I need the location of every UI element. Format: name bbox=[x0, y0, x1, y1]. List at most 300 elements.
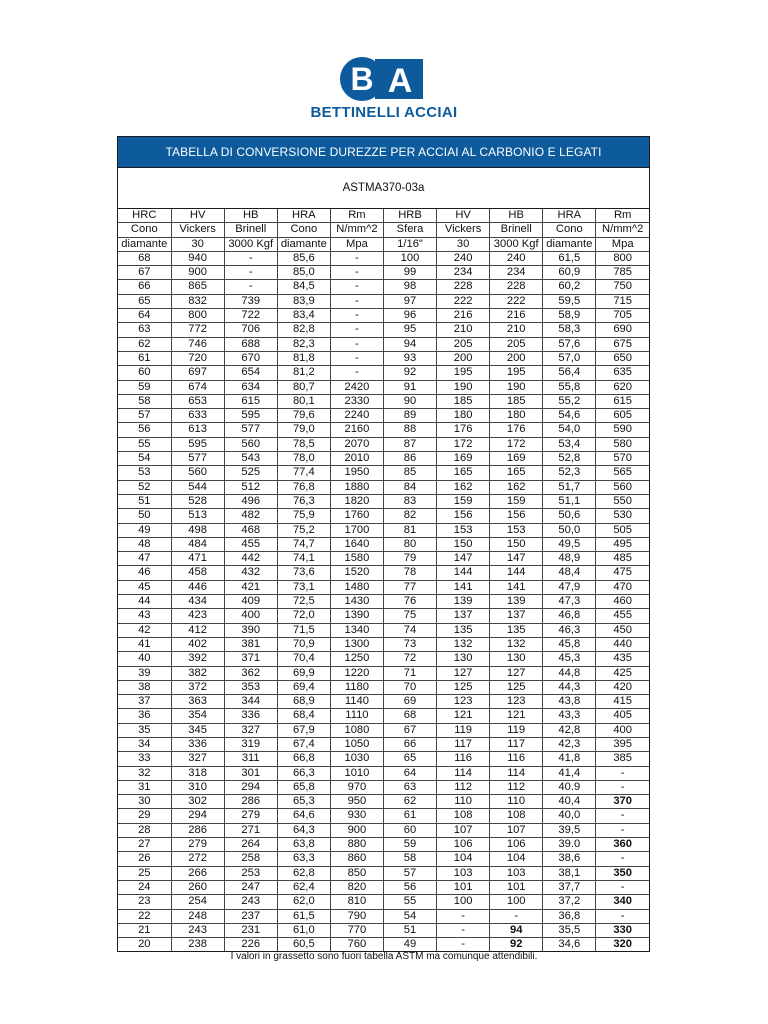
table-cell: 395 bbox=[596, 737, 649, 751]
table-cell: 79,6 bbox=[277, 409, 330, 423]
table-cell: 45,8 bbox=[543, 637, 596, 651]
table-row bbox=[118, 480, 649, 494]
table-cell: 327 bbox=[224, 723, 277, 737]
table-cell: 950 bbox=[330, 795, 383, 809]
table-cell: 41 bbox=[118, 637, 171, 651]
table-cell: 505 bbox=[596, 523, 649, 537]
table-cell: 46,3 bbox=[543, 623, 596, 637]
table-cell: 85 bbox=[383, 466, 436, 480]
table-cell: 84 bbox=[383, 480, 436, 494]
table-cell: 412 bbox=[171, 623, 224, 637]
table-cell: 125 bbox=[437, 680, 490, 694]
table-cell: 57 bbox=[383, 866, 436, 880]
table-cell: 195 bbox=[437, 366, 490, 380]
table-cell: 722 bbox=[224, 309, 277, 323]
table-cell: 55,2 bbox=[543, 394, 596, 408]
table-cell: 254 bbox=[171, 895, 224, 909]
column-header: 3000 Kgf bbox=[490, 237, 543, 251]
table-cell: 180 bbox=[437, 409, 490, 423]
table-cell: 74,1 bbox=[277, 552, 330, 566]
table-cell: 78,5 bbox=[277, 437, 330, 451]
standard-label: ASTMA370-03a bbox=[118, 168, 649, 209]
table-row bbox=[118, 752, 649, 766]
table-cell: 150 bbox=[490, 537, 543, 551]
table-cell: 92 bbox=[383, 366, 436, 380]
table-cell: 82,8 bbox=[277, 323, 330, 337]
table-cell: 95 bbox=[383, 323, 436, 337]
table-cell: 67,4 bbox=[277, 737, 330, 751]
table-cell: 54 bbox=[118, 452, 171, 466]
table-cell: 577 bbox=[224, 423, 277, 437]
table-cell: 455 bbox=[224, 537, 277, 551]
table-cell: 1050 bbox=[330, 737, 383, 751]
table-cell: 55 bbox=[118, 437, 171, 451]
table-cell: 100 bbox=[490, 895, 543, 909]
table-row bbox=[118, 280, 649, 294]
table-cell: 22 bbox=[118, 909, 171, 923]
table-cell: 675 bbox=[596, 337, 649, 351]
table-cell: 65 bbox=[118, 294, 171, 308]
table-cell: 69 bbox=[383, 695, 436, 709]
column-header: diamante bbox=[277, 237, 330, 251]
table-cell: 60 bbox=[383, 823, 436, 837]
table-cell: 77,4 bbox=[277, 466, 330, 480]
table-cell: 56 bbox=[118, 423, 171, 437]
column-header: diamante bbox=[543, 237, 596, 251]
table-cell: 543 bbox=[224, 452, 277, 466]
table-row bbox=[118, 723, 649, 737]
table-cell: 200 bbox=[490, 351, 543, 365]
table-cell: 24 bbox=[118, 880, 171, 894]
table-cell: 620 bbox=[596, 380, 649, 394]
table-cell: 60 bbox=[118, 366, 171, 380]
table-cell: 75 bbox=[383, 609, 436, 623]
table-cell: 294 bbox=[224, 780, 277, 794]
table-cell: 240 bbox=[490, 251, 543, 265]
table-row bbox=[118, 309, 649, 323]
table-cell: 83 bbox=[383, 494, 436, 508]
table-cell: 96 bbox=[383, 309, 436, 323]
table-cell: 706 bbox=[224, 323, 277, 337]
table-cell: 266 bbox=[171, 866, 224, 880]
table-cell: 79 bbox=[383, 552, 436, 566]
table-cell: 654 bbox=[224, 366, 277, 380]
table-cell: 286 bbox=[171, 823, 224, 837]
table-cell: - bbox=[437, 909, 490, 923]
table-cell: 48,9 bbox=[543, 552, 596, 566]
table-cell: 1180 bbox=[330, 680, 383, 694]
table-row bbox=[118, 337, 649, 351]
table-cell: 370 bbox=[596, 795, 649, 809]
column-header: Rm bbox=[596, 209, 649, 223]
table-cell: 48 bbox=[118, 537, 171, 551]
table-cell: 560 bbox=[224, 437, 277, 451]
table-cell: 785 bbox=[596, 266, 649, 280]
table-cell: 159 bbox=[490, 494, 543, 508]
table-cell: 62,8 bbox=[277, 866, 330, 880]
table-cell: 49 bbox=[383, 938, 436, 952]
table-cell: 35,5 bbox=[543, 923, 596, 937]
table-cell: 61,0 bbox=[277, 923, 330, 937]
table-cell: 930 bbox=[330, 809, 383, 823]
table-cell: 363 bbox=[171, 695, 224, 709]
table-cell: 185 bbox=[437, 394, 490, 408]
table-row bbox=[118, 709, 649, 723]
table-cell: 697 bbox=[171, 366, 224, 380]
table-cell: 400 bbox=[224, 609, 277, 623]
table-cell: 29 bbox=[118, 809, 171, 823]
table-cell: 344 bbox=[224, 695, 277, 709]
table-cell: 513 bbox=[171, 509, 224, 523]
table-cell: - bbox=[330, 323, 383, 337]
table-cell: 770 bbox=[330, 923, 383, 937]
table-cell: 51,7 bbox=[543, 480, 596, 494]
table-cell: 240 bbox=[437, 251, 490, 265]
table-cell: 23 bbox=[118, 895, 171, 909]
table-row bbox=[118, 938, 649, 952]
table-cell: 860 bbox=[330, 852, 383, 866]
column-header: Rm bbox=[330, 209, 383, 223]
table-cell: - bbox=[437, 923, 490, 937]
table-cell: 38,6 bbox=[543, 852, 596, 866]
table-cell: 1030 bbox=[330, 752, 383, 766]
table-cell: 720 bbox=[171, 351, 224, 365]
table-cell: 59 bbox=[118, 380, 171, 394]
table-row bbox=[118, 366, 649, 380]
table-cell: 238 bbox=[171, 938, 224, 952]
table-cell: 28 bbox=[118, 823, 171, 837]
column-header: Brinell bbox=[490, 223, 543, 237]
table-cell: 36,8 bbox=[543, 909, 596, 923]
table-cell: 200 bbox=[437, 351, 490, 365]
table-cell: 104 bbox=[437, 852, 490, 866]
table-cell: 68,9 bbox=[277, 695, 330, 709]
table-cell: 76,8 bbox=[277, 480, 330, 494]
table-row bbox=[118, 880, 649, 894]
table-cell: 318 bbox=[171, 766, 224, 780]
table-cell: 47,9 bbox=[543, 580, 596, 594]
column-header: Mpa bbox=[596, 237, 649, 251]
table-cell: - bbox=[224, 266, 277, 280]
table-cell: 64,3 bbox=[277, 823, 330, 837]
table-cell: - bbox=[330, 351, 383, 365]
table-cell: 46,8 bbox=[543, 609, 596, 623]
table-cell: 67 bbox=[118, 266, 171, 280]
table-cell: 121 bbox=[490, 709, 543, 723]
table-cell: 156 bbox=[437, 509, 490, 523]
table-cell: 286 bbox=[224, 795, 277, 809]
table-cell: 216 bbox=[490, 309, 543, 323]
table-cell: 48,4 bbox=[543, 566, 596, 580]
table-cell: 101 bbox=[437, 880, 490, 894]
table-cell: 153 bbox=[490, 523, 543, 537]
table-cell: 253 bbox=[224, 866, 277, 880]
table-cell: 1580 bbox=[330, 552, 383, 566]
table-cell: 1820 bbox=[330, 494, 383, 508]
table-cell: 104 bbox=[490, 852, 543, 866]
table-cell: 2010 bbox=[330, 452, 383, 466]
table-row bbox=[118, 380, 649, 394]
table-cell: 190 bbox=[490, 380, 543, 394]
table-row bbox=[118, 266, 649, 280]
table-cell: 80,1 bbox=[277, 394, 330, 408]
table-cell: 55,8 bbox=[543, 380, 596, 394]
table-cell: 94 bbox=[490, 923, 543, 937]
table-cell: 37,2 bbox=[543, 895, 596, 909]
table-cell: 130 bbox=[437, 652, 490, 666]
table-cell: 2070 bbox=[330, 437, 383, 451]
table-cell: 1520 bbox=[330, 566, 383, 580]
table-cell: 56,4 bbox=[543, 366, 596, 380]
column-header: N/mm^2 bbox=[330, 223, 383, 237]
table-title: TABELLA DI CONVERSIONE DUREZZE PER ACCIAI AL CARBONIO E LEGATI bbox=[118, 137, 649, 168]
table-cell: 41,4 bbox=[543, 766, 596, 780]
table-cell: 81 bbox=[383, 523, 436, 537]
table-cell: 38,1 bbox=[543, 866, 596, 880]
table-cell: 52,8 bbox=[543, 452, 596, 466]
table-cell: 80,7 bbox=[277, 380, 330, 394]
table-row bbox=[118, 595, 649, 609]
table-cell: 64,6 bbox=[277, 809, 330, 823]
table-cell: 61 bbox=[118, 351, 171, 365]
table-cell: 1950 bbox=[330, 466, 383, 480]
table-body bbox=[118, 251, 649, 951]
table-cell: 47 bbox=[118, 552, 171, 566]
table-cell: 52 bbox=[118, 480, 171, 494]
table-row bbox=[118, 623, 649, 637]
table-cell: 40,0 bbox=[543, 809, 596, 823]
table-cell: 117 bbox=[437, 737, 490, 751]
table-cell: 39 bbox=[118, 666, 171, 680]
table-cell: 402 bbox=[171, 637, 224, 651]
table-cell: 715 bbox=[596, 294, 649, 308]
table-cell: 353 bbox=[224, 680, 277, 694]
table-cell: 49,5 bbox=[543, 537, 596, 551]
table-cell: 880 bbox=[330, 838, 383, 852]
table-cell: 319 bbox=[224, 737, 277, 751]
table-cell: 371 bbox=[224, 652, 277, 666]
table-cell: 34 bbox=[118, 737, 171, 751]
table-cell: 1760 bbox=[330, 509, 383, 523]
column-header: 30 bbox=[437, 237, 490, 251]
table-cell: 76 bbox=[383, 595, 436, 609]
table-cell: 106 bbox=[437, 838, 490, 852]
table-cell: 327 bbox=[171, 752, 224, 766]
table-cell: 234 bbox=[437, 266, 490, 280]
table-cell: 750 bbox=[596, 280, 649, 294]
table-cell: 114 bbox=[437, 766, 490, 780]
table-cell: 1080 bbox=[330, 723, 383, 737]
table-cell: 528 bbox=[171, 494, 224, 508]
table-cell: 216 bbox=[437, 309, 490, 323]
table-cell: - bbox=[330, 266, 383, 280]
column-header: Sfera bbox=[383, 223, 436, 237]
table-cell: 2420 bbox=[330, 380, 383, 394]
table-cell: 800 bbox=[596, 251, 649, 265]
table-cell: 1220 bbox=[330, 666, 383, 680]
table-cell: 139 bbox=[490, 595, 543, 609]
table-cell: 66 bbox=[383, 737, 436, 751]
table-row bbox=[118, 351, 649, 365]
table-cell: 110 bbox=[490, 795, 543, 809]
table-cell: 302 bbox=[171, 795, 224, 809]
table-cell: 544 bbox=[171, 480, 224, 494]
table-cell: 577 bbox=[171, 452, 224, 466]
column-header: HRB bbox=[383, 209, 436, 223]
conversion-sheet bbox=[117, 136, 650, 952]
table-cell: 60,9 bbox=[543, 266, 596, 280]
table-cell: 66 bbox=[118, 280, 171, 294]
table-cell: 1340 bbox=[330, 623, 383, 637]
table-cell: 40 bbox=[118, 652, 171, 666]
table-cell: 73,6 bbox=[277, 566, 330, 580]
table-cell: 58,9 bbox=[543, 309, 596, 323]
table-cell: 560 bbox=[596, 480, 649, 494]
table-cell: 1010 bbox=[330, 766, 383, 780]
table-cell: 634 bbox=[224, 380, 277, 394]
table-cell: 45 bbox=[118, 580, 171, 594]
table-cell: 127 bbox=[437, 666, 490, 680]
footnote: I valori in grassetto sono fuori tabella ASTM ma comunque attendibili. bbox=[230, 951, 538, 962]
table-cell: 108 bbox=[437, 809, 490, 823]
table-cell: 421 bbox=[224, 580, 277, 594]
table-cell: 409 bbox=[224, 595, 277, 609]
table-cell: 72 bbox=[383, 652, 436, 666]
table-cell: 81,2 bbox=[277, 366, 330, 380]
table-row bbox=[118, 580, 649, 594]
table-cell: 674 bbox=[171, 380, 224, 394]
table-cell: 832 bbox=[171, 294, 224, 308]
table-cell: 43,3 bbox=[543, 709, 596, 723]
table-cell: 1250 bbox=[330, 652, 383, 666]
table-cell: 108 bbox=[490, 809, 543, 823]
table-cell: 790 bbox=[330, 909, 383, 923]
table-cell: 75,9 bbox=[277, 509, 330, 523]
column-header: HRC bbox=[118, 209, 171, 223]
table-cell: 150 bbox=[437, 537, 490, 551]
table-cell: 58,3 bbox=[543, 323, 596, 337]
table-cell: 135 bbox=[490, 623, 543, 637]
table-cell: 50,0 bbox=[543, 523, 596, 537]
table-row bbox=[118, 509, 649, 523]
table-cell: 54,6 bbox=[543, 409, 596, 423]
table-cell: 65,3 bbox=[277, 795, 330, 809]
column-header: 1/16" bbox=[383, 237, 436, 251]
table-cell: 425 bbox=[596, 666, 649, 680]
table-cell: - bbox=[224, 251, 277, 265]
table-cell: 234 bbox=[490, 266, 543, 280]
table-row bbox=[118, 895, 649, 909]
table-cell: 940 bbox=[171, 251, 224, 265]
table-cell: 72,5 bbox=[277, 595, 330, 609]
table-cell: 69,4 bbox=[277, 680, 330, 694]
table-row bbox=[118, 494, 649, 508]
table-cell: 119 bbox=[490, 723, 543, 737]
table-row bbox=[118, 823, 649, 837]
table-cell: 180 bbox=[490, 409, 543, 423]
table-cell: 850 bbox=[330, 866, 383, 880]
table-cell: 43 bbox=[118, 609, 171, 623]
table-cell: 226 bbox=[224, 938, 277, 952]
table-cell: 458 bbox=[171, 566, 224, 580]
table-cell: 40,4 bbox=[543, 795, 596, 809]
table-row bbox=[118, 680, 649, 694]
table-cell: 44 bbox=[118, 595, 171, 609]
table-row bbox=[118, 923, 649, 937]
table-cell: 613 bbox=[171, 423, 224, 437]
table-row bbox=[118, 437, 649, 451]
table-cell: 137 bbox=[490, 609, 543, 623]
table-cell: 30 bbox=[118, 795, 171, 809]
table-cell: 72,0 bbox=[277, 609, 330, 623]
table-cell: 107 bbox=[490, 823, 543, 837]
table-cell: 231 bbox=[224, 923, 277, 937]
table-cell: 330 bbox=[596, 923, 649, 937]
table-cell: 61,5 bbox=[543, 251, 596, 265]
table-cell: 176 bbox=[490, 423, 543, 437]
table-cell: 123 bbox=[437, 695, 490, 709]
table-cell: 446 bbox=[171, 580, 224, 594]
table-row bbox=[118, 852, 649, 866]
logo-letter-b: B bbox=[350, 61, 374, 97]
table-cell: 550 bbox=[596, 494, 649, 508]
column-header: Vickers bbox=[437, 223, 490, 237]
table-cell: 114 bbox=[490, 766, 543, 780]
table-cell: 116 bbox=[490, 752, 543, 766]
table-cell: 900 bbox=[171, 266, 224, 280]
table-cell: 159 bbox=[437, 494, 490, 508]
table-cell: 400 bbox=[596, 723, 649, 737]
table-cell: 595 bbox=[171, 437, 224, 451]
table-cell: 51,1 bbox=[543, 494, 596, 508]
table-cell: 228 bbox=[437, 280, 490, 294]
table-cell: 130 bbox=[490, 652, 543, 666]
table-cell: 650 bbox=[596, 351, 649, 365]
table-cell: 56 bbox=[383, 880, 436, 894]
table-cell: 132 bbox=[437, 637, 490, 651]
table-cell: 382 bbox=[171, 666, 224, 680]
table-cell: 64 bbox=[383, 766, 436, 780]
column-header: Cono bbox=[118, 223, 171, 237]
table-cell: 89 bbox=[383, 409, 436, 423]
table-cell: 53,4 bbox=[543, 437, 596, 451]
table-row bbox=[118, 780, 649, 794]
table-cell: 271 bbox=[224, 823, 277, 837]
table-cell: 65,8 bbox=[277, 780, 330, 794]
table-row bbox=[118, 695, 649, 709]
table-cell: 68 bbox=[118, 251, 171, 265]
table-cell: 485 bbox=[596, 552, 649, 566]
table-row bbox=[118, 795, 649, 809]
column-header: Cono bbox=[543, 223, 596, 237]
table-row bbox=[118, 466, 649, 480]
table-cell: 279 bbox=[224, 809, 277, 823]
table-cell: 144 bbox=[490, 566, 543, 580]
table-cell: 50,6 bbox=[543, 509, 596, 523]
table-cell: 311 bbox=[224, 752, 277, 766]
column-header: 30 bbox=[171, 237, 224, 251]
table-row bbox=[118, 766, 649, 780]
table-cell: 162 bbox=[437, 480, 490, 494]
table-cell: 210 bbox=[490, 323, 543, 337]
table-cell: 82 bbox=[383, 509, 436, 523]
table-cell: 63,8 bbox=[277, 838, 330, 852]
column-header: HB bbox=[490, 209, 543, 223]
table-cell: 560 bbox=[171, 466, 224, 480]
table-cell: 1300 bbox=[330, 637, 383, 651]
table-row bbox=[118, 409, 649, 423]
table-cell: 106 bbox=[490, 838, 543, 852]
